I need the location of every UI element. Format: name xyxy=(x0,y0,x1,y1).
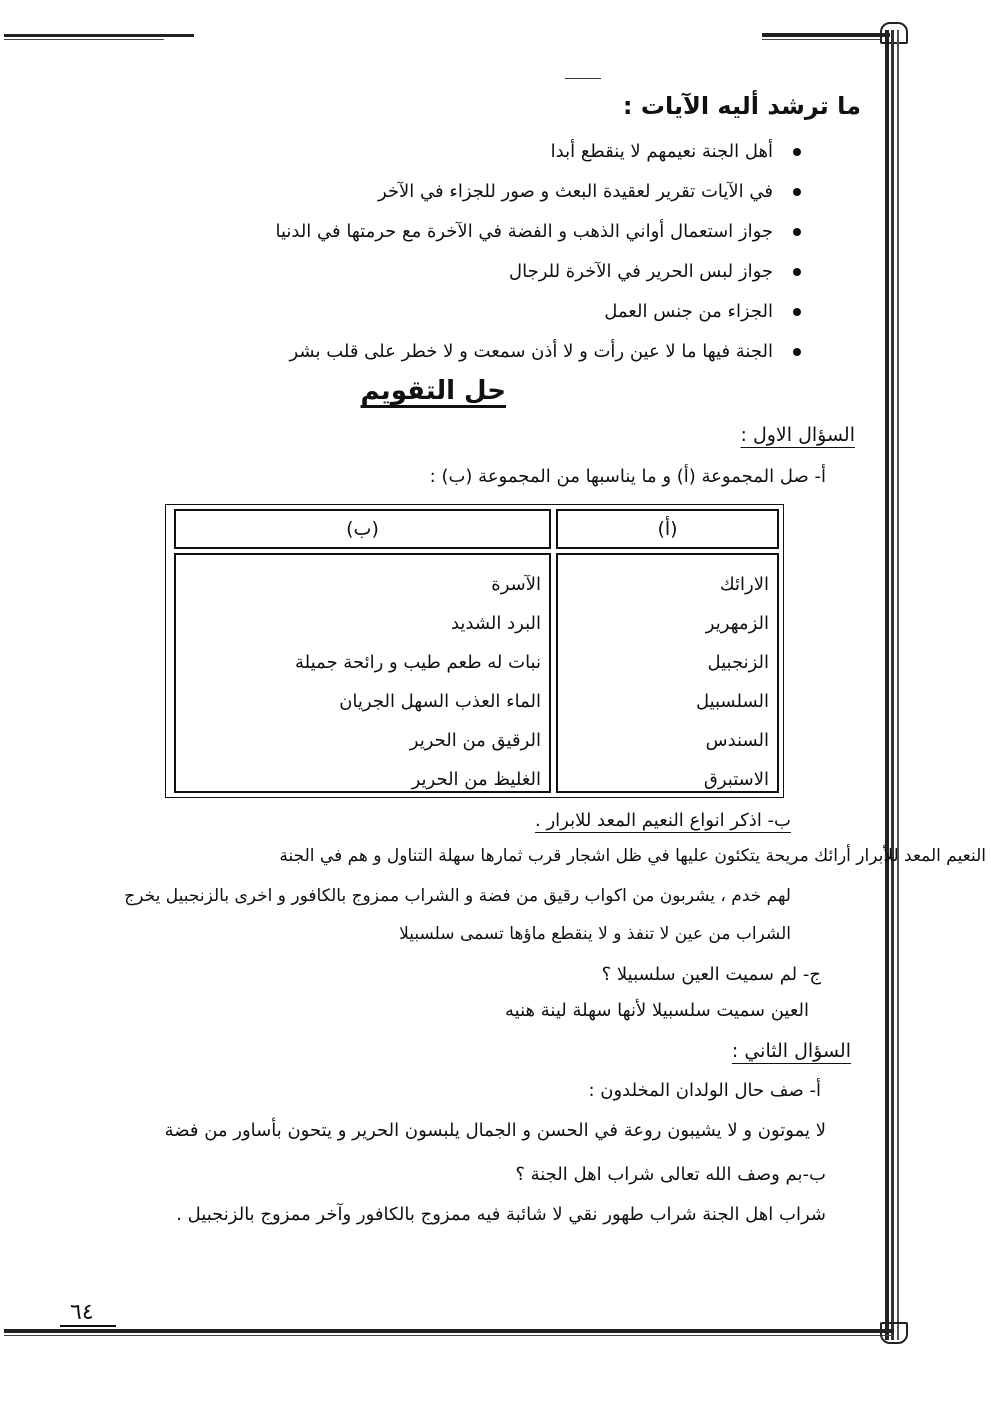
question-2-title: السؤال الثاني : xyxy=(731,1040,851,1062)
lesson-text: الجنة فيها ما لا عين رأت و لا أذن سمعت و لا خطر على قلب بشر xyxy=(289,341,773,362)
question-1b-answer-line-2: لهم خدم ، يشربون من اكواب رقيق من فضة و الشراب ممزوج بالكافور و اخرى بالزنجبيل يخرج xyxy=(124,886,791,906)
bullet-icon xyxy=(793,268,801,276)
question-1b-prompt: ب- اذكر انواع النعيم المعد للابرار . xyxy=(535,810,791,831)
lesson-item xyxy=(201,252,801,292)
frame-bottom-rule-thin xyxy=(4,1335,894,1336)
question-2a-answer: لا يموتون و لا يشيبون روعة في الحسن و الجمال يلبسون الحرير و يتحون بأساور من فضة xyxy=(164,1120,826,1141)
lesson-text: في الآيات تقرير لعقيدة البعث و صور للجزاء في الآخر xyxy=(377,181,773,202)
lesson-text: جواز لبس الحرير في الآخرة للرجال xyxy=(509,261,773,282)
lessons-list xyxy=(201,132,801,372)
frame-bottom-rule xyxy=(4,1329,894,1333)
frame-right-rule-inner xyxy=(891,30,894,1340)
matching-table xyxy=(165,504,784,798)
lesson-text: أهل الجنة نعيمهم لا ينقطع أبدا xyxy=(550,141,773,162)
group-a-column xyxy=(556,553,779,793)
section-heading: ما ترشد أليه الآيات : xyxy=(622,92,861,120)
group-a-header xyxy=(556,509,779,549)
lesson-text: جواز استعمال أواني الذهب و الفضة في الآخرة مع حرمتها في الدنيا xyxy=(275,221,773,242)
group-b-header xyxy=(174,509,551,549)
lesson-item xyxy=(201,292,801,332)
group-a-item: الاستبرق xyxy=(703,769,769,790)
question-1b-answer-line-3: الشراب من عين لا تنفذ و لا ينقطع ماؤها تسمى سلسبيلا xyxy=(399,924,791,944)
solution-title: حل التقويم xyxy=(360,376,506,406)
lesson-item xyxy=(201,212,801,252)
question-2b-prompt: ب-بم وصف الله تعالى شراب اهل الجنة ؟ xyxy=(515,1164,826,1185)
group-b-item: الرقيق من الحرير xyxy=(409,730,541,751)
top-dash-mark xyxy=(565,78,601,79)
group-b-item: نبات له طعم طيب و رائحة جميلة xyxy=(295,652,541,673)
frame-top-right-rule xyxy=(762,33,890,37)
frame-right-rule-outer xyxy=(897,30,899,1340)
lesson-item xyxy=(201,132,801,172)
question-2b-answer: شراب اهل الجنة شراب طهور نقي لا شائبة فيه ممزوج بالكافور وآخر ممزوج بالزنجبيل . xyxy=(176,1204,826,1225)
group-b-column xyxy=(174,553,551,793)
question-1b-answer-line-1: النعيم المعد للأبرار أرائك مريحة يتكئون عليها في ظل اشجار قرب ثمارها سهلة التناول و هم في الجنة xyxy=(279,846,986,866)
question-1c-prompt: ج- لم سميت العين سلسبيلا ؟ xyxy=(601,964,821,985)
group-b-list xyxy=(295,565,541,799)
bullet-icon xyxy=(793,348,801,356)
bullet-icon xyxy=(793,228,801,236)
page-number: ٦٤ xyxy=(70,1300,94,1325)
group-b-header-label: (ب) xyxy=(346,518,379,540)
group-a-item: الارائك xyxy=(719,574,769,595)
frame-right-rule xyxy=(885,30,889,1340)
group-a-item: السلسبيل xyxy=(695,691,769,712)
bullet-icon xyxy=(793,308,801,316)
lesson-item xyxy=(201,332,801,372)
group-b-item: البرد الشديد xyxy=(450,613,541,634)
question-2a-prompt: أ- صف حال الولدان المخلدون : xyxy=(588,1080,821,1101)
frame-top-left-rule xyxy=(4,34,194,37)
lesson-item xyxy=(201,172,801,212)
bullet-icon xyxy=(793,148,801,156)
group-a-list xyxy=(696,565,769,799)
frame-corner-ornament-bottom xyxy=(880,1322,908,1344)
frame-top-right-rule-thin xyxy=(762,39,882,40)
group-a-item: السندس xyxy=(705,730,769,751)
bullet-icon xyxy=(793,188,801,196)
question-1a-prompt: أ- صل المجموعة (أ) و ما يناسبها من المجموعة (ب) : xyxy=(429,466,826,487)
question-1-title: السؤال الاول : xyxy=(740,424,855,446)
group-b-item: الآسرة xyxy=(491,574,541,595)
lesson-text: الجزاء من جنس العمل xyxy=(604,301,773,322)
question-1c-answer: العين سميت سلسبيلا لأنها سهلة لينة هنيه xyxy=(505,1000,809,1021)
group-a-item: الزمهرير xyxy=(705,613,769,634)
frame-top-left-rule-thin xyxy=(4,39,164,40)
group-b-item: الغليظ من الحرير xyxy=(411,769,541,790)
group-a-item: الزنجبيل xyxy=(707,652,769,673)
group-b-item: الماء العذب السهل الجريان xyxy=(339,691,541,712)
page-number-underline xyxy=(60,1325,116,1327)
group-a-header-label: (أ) xyxy=(657,518,678,540)
